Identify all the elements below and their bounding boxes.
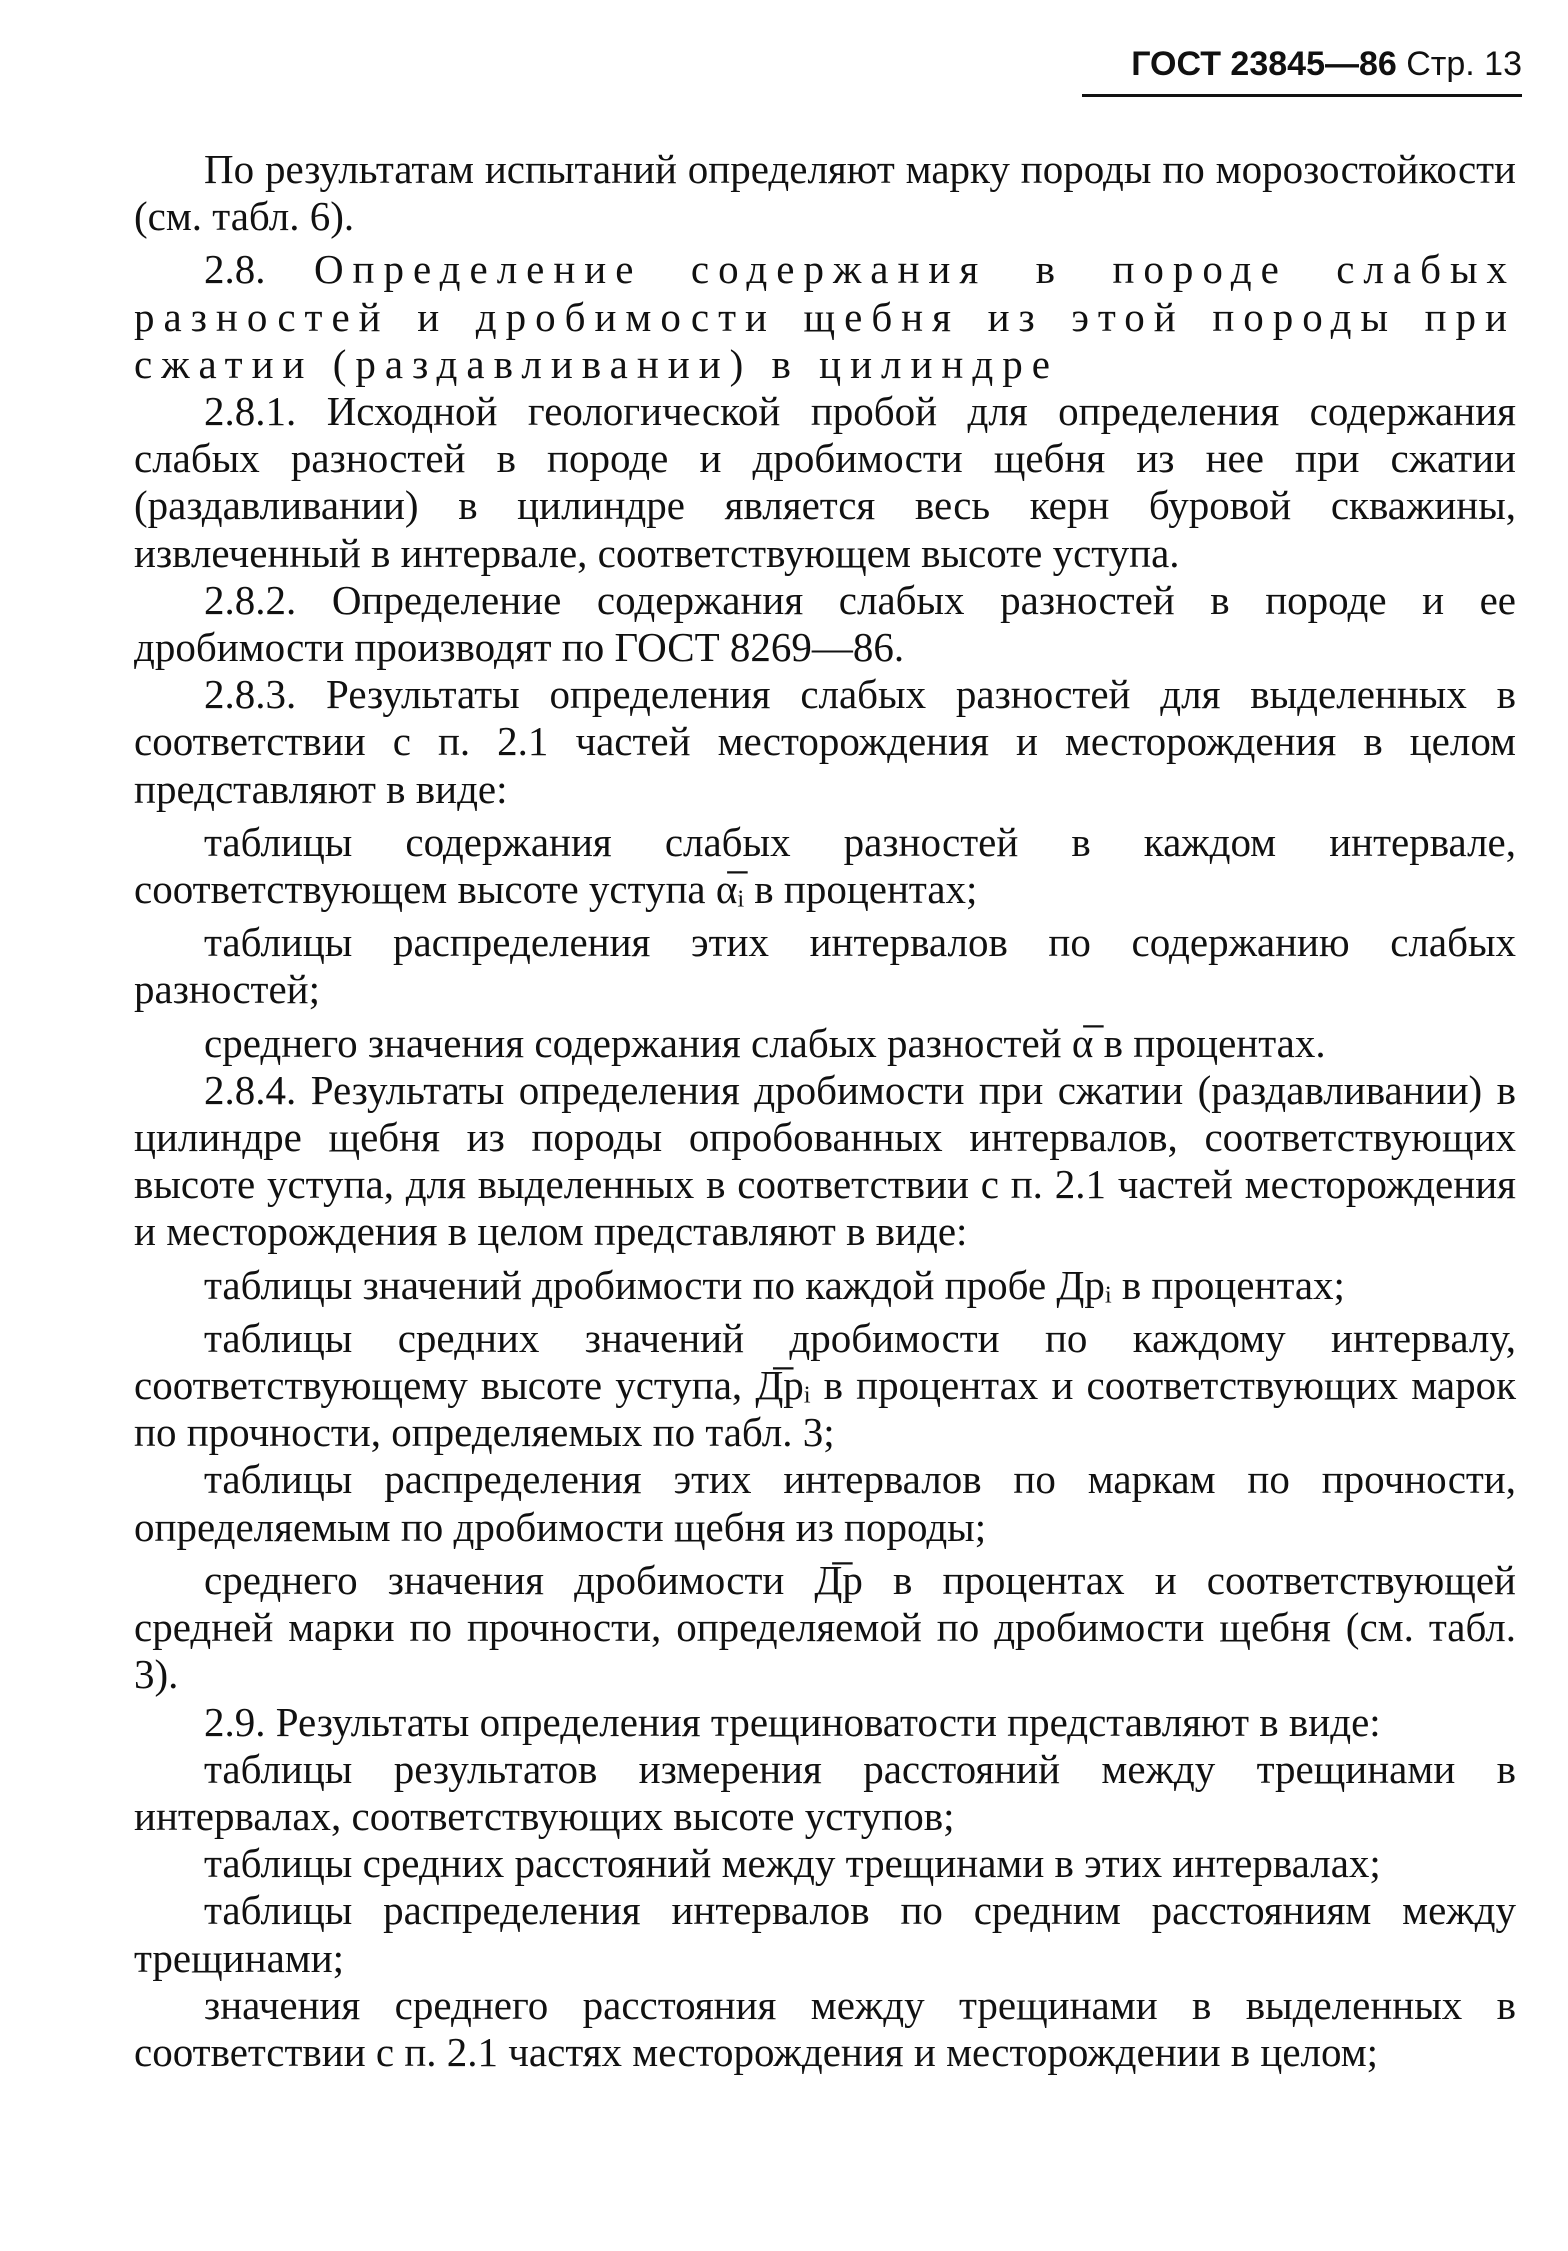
section-number: 2.8. (204, 246, 266, 293)
list-item: таблицы содержания слабых разностей в каждом интервале, соответствующем высоте уступа α̅ᵢ в процентах; (134, 818, 1516, 913)
list-item: таблицы распределения интервалов по средним расстояниям между трещинами; (134, 1887, 1516, 1981)
paragraph: 2.9. Результаты определения трещиноватости представляют в виде: (204, 1698, 1381, 1745)
paragraph: 2.8.3. Результаты определения слабых разностей для выделенных в соответствии с п. 2.1 частей месторождения и месторождения в целом представляют в виде: (134, 671, 1516, 812)
section-heading-2-8 (134, 246, 1516, 388)
page-number: Стр. 13 (1406, 45, 1522, 83)
list-item: таблицы значений дробимости по каждой пробе Дрᵢ в процентах; (204, 1261, 1345, 1308)
page-header (1082, 44, 1522, 84)
list-item: таблицы распределения этих интервалов по содержанию слабых разностей; (134, 919, 1516, 1013)
paragraph: По результатам испытаний определяют марку породы по морозостойкости (см. табл. 6). (134, 146, 1516, 240)
list-item: таблицы результатов измерения расстояний между трещинами в интервалах, соответствующих высоте уступов; (134, 1745, 1516, 1839)
section-title: Определение содержания в породе слабых разностей и дробимости щебня из этой породы при сжатии (раздавливании) в цилиндре (134, 246, 1516, 387)
list-item: среднего значения дробимости Д̅р в процентах и соответствующей средней марки по прочности, определяемой по дробимости щебня (см. табл. 3). (134, 1556, 1516, 1698)
list-item: значения среднего расстояния между трещинами в выделенных в соответствии с п. 2.1 частях месторождения и месторождении в целом; (134, 1981, 1516, 2075)
paragraph: 2.8.4. Результаты определения дробимости при сжатии (раздавливании) в цилиндре щебня из породы опробованных интервалов, соответствующих высоте уступа, для выделенных в соответствии с п. 2.1 частей месторождения и месторождения в целом представляют в виде: (134, 1066, 1516, 1255)
list-item: среднего значения содержания слабых разностей α̅ в процентах. (204, 1019, 1326, 1066)
paragraph: 2.8.1. Исходной геологической пробой для определения содержания слабых разностей в породе и дробимости щебня из нее при сжатии (раздавливании) в цилиндре является весь керн буровой скважины, извлеченный в интервале, соответствующем высоте уступа. (134, 388, 1516, 576)
body-text (134, 146, 1516, 2076)
list-item: таблицы распределения этих интервалов по маркам по прочности, определяемым по дробимости щебня из породы; (134, 1456, 1516, 1550)
list-item: таблицы средних расстояний между трещинами в этих интервалах; (204, 1840, 1381, 1887)
paragraph: 2.8.2. Определение содержания слабых разностей в породе и ее дробимости производят по ГОСТ 8269—86. (134, 576, 1516, 671)
header-rule (1082, 94, 1522, 97)
standard-number: ГОСТ 23845—86 (1131, 45, 1397, 83)
list-item: таблицы средних значений дробимости по каждому интервалу, соответствующему высоте уступа, Д̅рᵢ в процентах и соответствующих марок по прочности, определяемых по табл. 3; (134, 1314, 1516, 1456)
